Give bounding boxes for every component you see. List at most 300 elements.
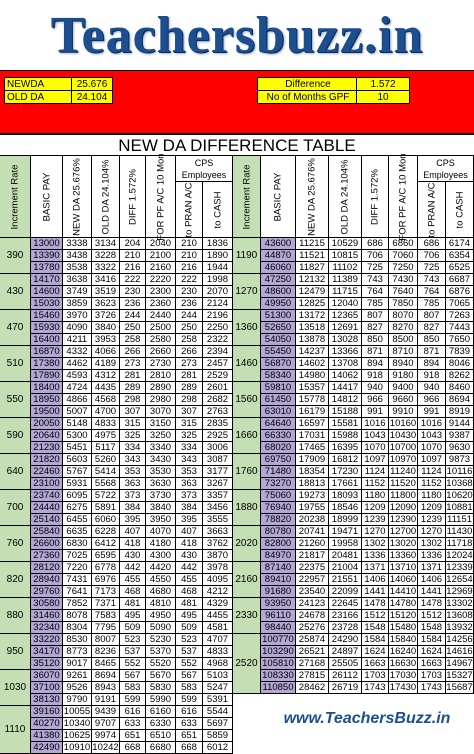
right-cell-to-cash: 8262 <box>446 370 474 382</box>
left-header-to-cash-label: to CASH <box>212 191 223 228</box>
new-da-label: NEWDA <box>4 77 72 91</box>
left-cell-to-pran: 258 <box>176 334 203 346</box>
left-cell-diff: 236 <box>120 298 146 310</box>
right-cell-new-da: 19273 <box>296 490 329 502</box>
footer-brand: www.TeachersBuzz.in <box>260 702 474 736</box>
left-cell-basic-pay: 38130 <box>31 694 63 706</box>
left-cell-old-da: 8465 <box>92 658 120 670</box>
left-cell-pf: 3630 <box>146 478 176 490</box>
right-cell-pf: 8940 <box>389 358 418 370</box>
left-cell-to-pran: 216 <box>176 262 203 274</box>
right-increment-cell: 1460 <box>233 346 261 382</box>
left-cell-to-cash: 3456 <box>203 502 233 514</box>
left-cell-diff: 583 <box>120 682 146 694</box>
left-increment-cell: 550 <box>0 382 31 418</box>
left-cell-pf: 3340 <box>146 442 176 454</box>
right-cell-old-da: 11102 <box>329 262 362 274</box>
left-cell-new-da: 10055 <box>63 706 91 717</box>
left-cell-pf: 2980 <box>146 394 176 406</box>
right-cell-diff: 1239 <box>362 514 389 526</box>
right-cell-new-da: 11215 <box>296 238 329 250</box>
left-header-diff <box>120 156 146 238</box>
left-cell-diff: 216 <box>120 262 146 274</box>
left-increment-cell: 1110 <box>0 706 31 754</box>
left-cell-diff: 250 <box>120 322 146 334</box>
left-cell-basic-pay: 16870 <box>31 346 63 358</box>
left-cell-diff: 430 <box>120 550 146 562</box>
right-cell-to-pran: 1097 <box>418 454 446 466</box>
right-cell-old-da: 23166 <box>329 610 362 622</box>
right-cell-old-da: 15988 <box>329 430 362 442</box>
left-cell-pf: 3530 <box>146 466 176 478</box>
left-cell-basic-pay: 15460 <box>31 310 63 322</box>
left-cell-to-cash: 2835 <box>203 418 233 430</box>
left-cell-old-da: 6595 <box>92 550 120 562</box>
left-cell-new-da: 5300 <box>63 430 92 442</box>
left-increment-cell: 700 <box>0 490 31 526</box>
left-cell-diff: 298 <box>120 394 146 406</box>
left-cell-basic-pay: 17380 <box>31 358 63 370</box>
right-cell-new-da: 15778 <box>296 394 329 406</box>
left-cell-pf: 6680 <box>146 742 176 754</box>
right-cell-old-da: 19958 <box>329 538 362 550</box>
right-cell-to-cash: 7263 <box>446 310 474 322</box>
right-cell-old-da: 16812 <box>329 454 362 466</box>
left-cell-old-da: 6778 <box>92 562 120 574</box>
left-header-basic-pay <box>31 156 63 238</box>
left-cell-basic-pay: 31460 <box>31 610 63 622</box>
right-cell-basic-pay: 48600 <box>261 286 296 298</box>
right-cell-old-da: 14062 <box>329 370 362 382</box>
right-cell-to-cash: 7443 <box>446 322 474 334</box>
left-cell-to-cash: 5859 <box>203 730 233 742</box>
left-cell-new-da: 8530 <box>63 634 92 646</box>
left-cell-basic-pay: 22460 <box>31 466 63 478</box>
right-increment-cell: 1360 <box>233 310 261 346</box>
right-cell-to-cash: 9873 <box>446 454 474 466</box>
months-gpf-value: 10 <box>356 90 410 104</box>
right-cell-to-cash: 12969 <box>446 586 473 597</box>
right-cell-pf: 12390 <box>389 514 417 525</box>
left-cell-old-da: 8694 <box>92 670 120 682</box>
right-cell-diff: 918 <box>362 370 389 382</box>
right-header-old-da <box>329 156 362 238</box>
left-cell-pf: 2500 <box>146 322 176 334</box>
right-cell-to-pran: 1043 <box>418 430 446 442</box>
right-cell-to-cash: 11151 <box>446 514 472 525</box>
right-cell-pf: 7430 <box>389 274 418 286</box>
left-cell-pf: 5990 <box>146 694 176 706</box>
right-cell-to-cash: 10368 <box>446 478 473 489</box>
left-cell-new-da: 7220 <box>63 562 92 574</box>
right-cell-pf: 10160 <box>389 418 417 429</box>
right-cell-pf: 9660 <box>389 394 418 406</box>
right-cell-old-da: 11389 <box>329 274 362 286</box>
right-cell-new-da: 18813 <box>296 478 329 490</box>
right-cell-old-da: 17661 <box>329 478 362 490</box>
right-cell-to-pran: 1124 <box>418 466 446 478</box>
right-cell-new-da: 17031 <box>296 430 329 442</box>
left-header-to-cash <box>203 182 233 238</box>
right-cell-basic-pay: 93950 <box>261 598 296 610</box>
left-cell-pf: 5090 <box>146 622 176 634</box>
right-cell-to-pran: 918 <box>418 370 446 382</box>
left-cell-to-cash: 3087 <box>203 454 233 466</box>
right-cell-pf: 16630 <box>389 658 417 669</box>
right-cell-to-cash: 13932 <box>446 622 473 633</box>
left-cell-to-cash: 3762 <box>203 538 233 550</box>
right-cell-new-da: 20741 <box>296 526 329 538</box>
left-cell-new-da: 10340 <box>63 718 91 729</box>
left-cell-to-cash: 3555 <box>203 514 233 526</box>
left-header-old-da <box>92 156 120 238</box>
right-cell-pf: 14410 <box>389 586 417 597</box>
right-cell-diff: 785 <box>362 298 389 310</box>
right-cell-to-cash: 15327 <box>446 670 473 681</box>
left-cell-basic-pay: 23740 <box>31 490 63 502</box>
right-cell-basic-pay: 91680 <box>261 586 296 598</box>
left-cell-old-da: 3228 <box>92 250 120 262</box>
info-band <box>0 70 474 134</box>
left-cell-to-cash: 3978 <box>203 562 233 574</box>
left-increment-cell: 950 <box>0 634 31 670</box>
left-increment-cell: 880 <box>0 598 31 634</box>
left-cell-to-cash: 5697 <box>203 718 233 730</box>
left-cell-to-pran: 430 <box>176 550 203 562</box>
left-cell-to-cash: 2682 <box>203 394 233 406</box>
right-cell-to-pran: 1703 <box>418 670 446 682</box>
left-cell-old-da: 7173 <box>92 586 120 598</box>
left-cell-to-cash: 2529 <box>203 370 233 382</box>
left-cell-basic-pay: 13390 <box>31 250 63 262</box>
right-cell-to-cash: 8694 <box>446 394 474 406</box>
left-cell-to-pran: 395 <box>176 514 203 526</box>
left-cell-to-pran: 567 <box>176 670 203 682</box>
right-cell-old-da: 12691 <box>329 322 362 334</box>
left-cell-basic-pay: 18400 <box>31 382 63 394</box>
left-cell-old-da: 3726 <box>92 310 120 322</box>
left-cell-to-pran: 210 <box>176 238 203 250</box>
left-header-old-da-label: OLD DA 24.104% <box>100 159 111 234</box>
right-cell-to-cash: 14967 <box>446 658 473 669</box>
left-cell-old-da: 3416 <box>92 274 120 286</box>
left-cell-to-cash: 3006 <box>203 442 233 454</box>
right-increment-cell: 2520 <box>233 634 261 694</box>
left-cell-diff: 418 <box>120 538 146 550</box>
left-cell-diff: 315 <box>120 418 146 430</box>
right-cell-new-da: 12825 <box>296 298 329 310</box>
right-cell-diff: 1336 <box>362 550 389 562</box>
left-cell-new-da: 5451 <box>63 442 92 454</box>
left-cell-to-pran: 273 <box>176 358 203 370</box>
right-header-to-pran <box>418 182 446 238</box>
right-cell-to-pran: 1743 <box>418 682 446 694</box>
left-cell-diff: 384 <box>120 502 146 514</box>
left-cell-new-da: 8773 <box>63 646 92 658</box>
right-cell-to-pran: 1239 <box>418 514 446 526</box>
right-cell-old-da: 26719 <box>329 682 362 694</box>
right-cell-diff: 966 <box>362 394 389 406</box>
right-header-to-cash <box>446 182 474 238</box>
right-cell-diff: 850 <box>362 334 389 346</box>
right-cell-to-cash: 7065 <box>446 298 474 310</box>
left-cell-new-da: 5931 <box>63 478 92 490</box>
left-cell-diff: 230 <box>120 286 146 298</box>
right-cell-to-cash: 11430 <box>446 526 473 537</box>
left-cell-old-da: 5414 <box>92 466 120 478</box>
right-cell-new-da: 24678 <box>296 610 329 622</box>
left-cell-new-da: 3338 <box>63 238 92 250</box>
right-cell-new-da: 12479 <box>296 286 329 298</box>
left-cell-to-cash: 3177 <box>203 466 233 478</box>
left-cell-old-da: 5568 <box>92 478 120 490</box>
right-cell-basic-pay: 55450 <box>261 346 296 358</box>
left-cell-to-pran: 289 <box>176 382 203 394</box>
left-header-new-da-label: NEW DA 25.676% <box>71 157 83 236</box>
right-cell-to-cash: 12339 <box>446 562 473 573</box>
right-cell-new-da: 16179 <box>296 406 329 418</box>
right-cell-diff: 1209 <box>362 502 389 514</box>
right-cell-to-cash: 6354 <box>446 250 474 262</box>
right-cell-old-da: 26112 <box>329 670 362 682</box>
left-cell-to-cash: 4212 <box>203 586 233 598</box>
right-cell-basic-pay: 75060 <box>261 490 296 502</box>
left-cell-basic-pay: 35120 <box>31 658 63 670</box>
left-cell-diff: 307 <box>120 406 146 418</box>
left-cell-basic-pay: 13000 <box>31 238 63 250</box>
left-header-diff-label: DIFF 1.572% <box>127 168 138 225</box>
right-cell-diff: 807 <box>362 310 389 322</box>
right-cell-to-pran: 850 <box>418 334 446 346</box>
right-header-increment-rate <box>233 156 261 238</box>
right-cell-basic-pay: 54050 <box>261 334 296 346</box>
left-cell-basic-pay: 13780 <box>31 262 63 274</box>
left-cell-diff: 552 <box>120 658 146 670</box>
right-increment-cell: 1270 <box>233 274 261 310</box>
right-cell-basic-pay: 43600 <box>261 238 296 250</box>
left-header-basic-pay-label: BASIC PAY <box>41 172 52 221</box>
right-cell-new-da: 28462 <box>296 682 329 694</box>
left-cell-pf: 2220 <box>146 274 176 286</box>
right-cell-new-da: 21817 <box>296 550 329 562</box>
right-cell-diff: 1302 <box>362 538 389 550</box>
left-cell-new-da: 6275 <box>63 502 92 514</box>
left-cell-pf: 6330 <box>146 718 176 730</box>
left-cell-basic-pay: 20640 <box>31 430 63 442</box>
right-header-diff-label: DIFF 1.572% <box>369 168 381 225</box>
left-cell-basic-pay: 34170 <box>31 646 63 658</box>
right-header-new-da <box>296 156 329 238</box>
right-cell-basic-pay: 110850 <box>261 682 296 694</box>
right-cell-diff: 743 <box>362 274 389 286</box>
left-cell-basic-pay: 29760 <box>31 586 63 598</box>
right-cell-basic-pay: 69750 <box>261 454 296 466</box>
left-cell-new-da: 6635 <box>63 526 92 538</box>
right-header-basic-pay <box>261 156 296 238</box>
left-cell-pf: 2660 <box>146 346 176 358</box>
left-cell-basic-pay: 15930 <box>31 322 63 334</box>
left-cell-new-da: 4462 <box>63 358 92 370</box>
right-cell-to-pran: 1209 <box>418 502 446 514</box>
left-cell-new-da: 3538 <box>63 262 92 274</box>
left-cell-pf: 2730 <box>146 358 176 370</box>
right-cell-old-da: 20481 <box>329 550 362 562</box>
right-cell-basic-pay: 51300 <box>261 310 296 322</box>
left-cell-to-cash: 2250 <box>203 322 233 334</box>
right-cell-basic-pay: 61450 <box>261 394 296 406</box>
right-cell-new-da: 25874 <box>296 634 329 646</box>
right-cell-basic-pay: 56870 <box>261 358 296 370</box>
right-cell-pf: 17430 <box>389 682 417 693</box>
left-cell-to-pran: 343 <box>176 454 203 466</box>
left-cell-diff: 222 <box>120 274 146 286</box>
right-cell-old-da: 18999 <box>329 514 362 526</box>
right-cell-old-da: 18093 <box>329 490 362 502</box>
right-cell-pf: 7060 <box>389 250 418 262</box>
left-cell-to-pran: 325 <box>176 430 203 442</box>
left-cell-to-cash: 2124 <box>203 298 233 310</box>
right-cell-new-da: 24123 <box>296 598 329 610</box>
right-cell-diff: 1016 <box>362 418 389 430</box>
right-cell-pf: 7640 <box>389 286 418 298</box>
right-cell-pf: 16240 <box>389 646 417 657</box>
right-cell-diff: 1043 <box>362 430 389 442</box>
left-increment-cell: 590 <box>0 418 31 454</box>
left-cell-to-pran: 407 <box>176 526 203 538</box>
left-cell-diff: 668 <box>120 742 146 754</box>
right-cell-new-da: 18354 <box>296 466 329 478</box>
right-cell-old-da: 21551 <box>329 574 362 586</box>
right-cell-diff: 940 <box>362 382 389 394</box>
right-cell-diff: 1270 <box>362 526 389 538</box>
left-cell-old-da: 8236 <box>92 646 120 658</box>
right-cell-pf: 9910 <box>389 406 418 418</box>
left-cell-old-da: 6228 <box>92 526 120 538</box>
right-cell-to-cash: 12654 <box>446 574 473 585</box>
left-cell-to-cash: 2601 <box>203 382 233 394</box>
left-cell-basic-pay: 21230 <box>31 442 63 454</box>
right-cell-to-cash: 13608 <box>446 610 473 621</box>
left-cell-basic-pay: 14600 <box>31 286 63 298</box>
left-cell-to-cash: 4581 <box>203 622 233 634</box>
right-cell-pf: 15480 <box>389 622 417 633</box>
right-cell-basic-pay: 105810 <box>261 658 296 670</box>
right-header-to-cash-label: to CASH <box>454 191 465 228</box>
left-cell-new-da: 5603 <box>63 454 92 466</box>
right-cell-diff: 894 <box>362 358 389 370</box>
right-cell-diff: 1152 <box>362 478 389 490</box>
left-cell-to-pran: 373 <box>176 490 203 502</box>
right-cell-diff: 1070 <box>362 442 389 454</box>
left-cell-to-pran: 537 <box>176 646 203 658</box>
left-cell-new-da: 3438 <box>63 250 92 262</box>
right-cell-old-da: 16395 <box>329 442 362 454</box>
right-cell-pf: 13360 <box>389 550 417 561</box>
right-cell-diff: 871 <box>362 346 389 358</box>
left-cell-to-pran: 468 <box>176 586 203 598</box>
left-cell-old-da: 4975 <box>92 430 120 442</box>
right-cell-to-cash: 10116 <box>446 466 473 477</box>
right-increment-cell: 2020 <box>233 526 261 562</box>
left-cell-to-pran: 244 <box>176 310 203 322</box>
right-increment-cell: 2330 <box>233 598 261 634</box>
left-cell-to-cash: 1890 <box>203 250 233 262</box>
left-cell-new-da: 10625 <box>63 730 91 741</box>
right-increment-cell: 1190 <box>233 238 261 274</box>
right-header-old-da-label: OLD DA 24.104% <box>339 159 351 234</box>
left-cell-basic-pay: 18950 <box>31 394 63 406</box>
left-cell-diff: 509 <box>120 622 146 634</box>
right-cell-basic-pay: 96110 <box>261 610 296 622</box>
left-cell-to-pran: 523 <box>176 634 203 646</box>
right-cell-diff: 1441 <box>362 586 389 598</box>
right-cell-to-pran: 871 <box>418 346 446 358</box>
right-cell-to-pran: 764 <box>418 286 446 298</box>
left-cell-diff: 363 <box>120 478 146 490</box>
left-cell-pf: 4550 <box>146 574 176 586</box>
left-cell-basic-pay: 24440 <box>31 502 63 514</box>
left-cell-basic-pay: 36070 <box>31 670 63 682</box>
right-cell-to-cash: 14616 <box>446 646 473 657</box>
left-cell-new-da: 5767 <box>63 466 92 478</box>
left-cell-old-da: 7795 <box>92 622 120 634</box>
right-cell-basic-pay: 59810 <box>261 382 296 394</box>
left-cell-diff: 353 <box>120 466 146 478</box>
right-cell-old-da: 14812 <box>329 394 362 406</box>
left-increment-cell: 1030 <box>0 670 31 706</box>
left-cell-basic-pay: 32340 <box>31 622 63 634</box>
left-increment-cell: 430 <box>0 274 31 310</box>
right-cell-to-pran: 1180 <box>418 490 446 502</box>
left-cell-basic-pay: 25840 <box>31 526 63 538</box>
left-header-increment-rate <box>0 156 31 238</box>
right-header-pf <box>389 152 418 241</box>
right-cell-new-da: 12132 <box>296 274 329 286</box>
left-cell-to-cash: 5247 <box>203 682 233 694</box>
left-header-to-pran-label: to PRAN A/C <box>183 182 195 237</box>
right-cell-diff: 725 <box>362 262 389 274</box>
left-increment-cell: 390 <box>0 238 31 274</box>
left-header-cps: CPS Employees <box>176 156 233 182</box>
left-cell-old-da: 4700 <box>92 406 120 418</box>
new-da-value: 25.676 <box>71 77 113 91</box>
left-increment-cell: 760 <box>0 526 31 562</box>
left-cell-old-da: 8943 <box>92 682 120 694</box>
left-cell-pf: 5370 <box>146 646 176 658</box>
left-cell-pf: 4680 <box>146 586 176 598</box>
left-cell-old-da: 6060 <box>92 514 120 526</box>
left-increment-cell: 820 <box>0 562 31 598</box>
right-cell-old-da: 22645 <box>329 598 362 610</box>
left-header-pf-label: FOR PF A/C 10 Mon <box>155 152 166 241</box>
left-cell-diff: 210 <box>120 250 146 262</box>
right-cell-pf: 12700 <box>389 526 417 537</box>
right-cell-to-pran: 743 <box>418 274 446 286</box>
left-cell-to-pran: 509 <box>176 622 203 634</box>
left-cell-basic-pay: 25140 <box>31 514 63 526</box>
left-cell-new-da: 4866 <box>63 394 92 406</box>
left-cell-to-cash: 5391 <box>203 694 233 706</box>
left-cell-basic-pay: 40270 <box>31 718 63 730</box>
old-da-value: 24.104 <box>71 90 113 104</box>
left-increment-cell: 640 <box>0 454 31 490</box>
left-cell-pf: 2580 <box>146 334 176 346</box>
right-cell-old-da: 23728 <box>329 622 362 634</box>
right-cell-basic-pay: 108330 <box>261 670 296 682</box>
right-cell-new-da: 21260 <box>296 538 329 550</box>
left-cell-pf: 2100 <box>146 250 176 262</box>
left-cell-to-cash: 5103 <box>203 670 233 682</box>
